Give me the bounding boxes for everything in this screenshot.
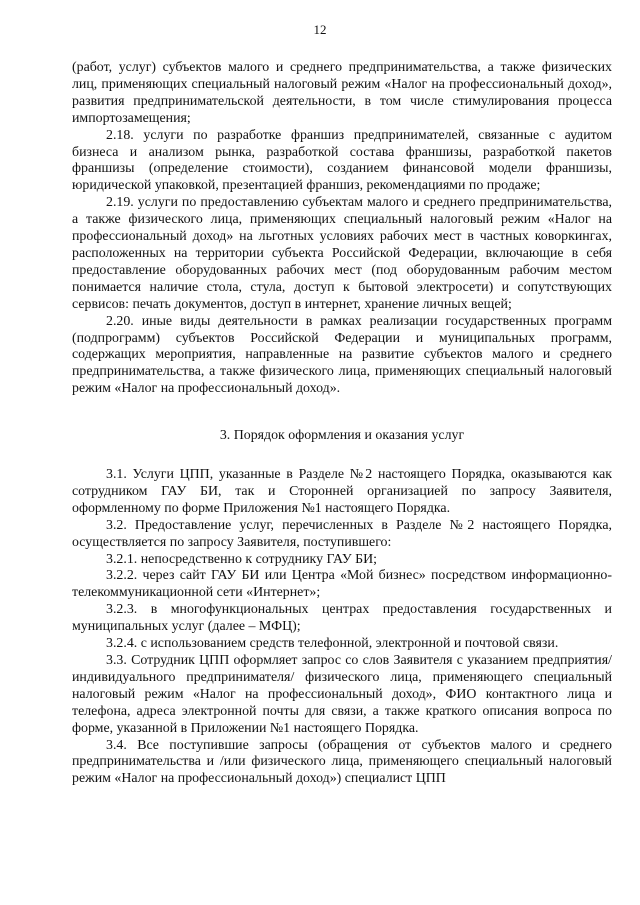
paragraph-3-2-3: 3.2.3. в многофункциональных центрах предоставления государственных и муниципальных услуг (далее – МФЦ); bbox=[72, 602, 612, 635]
paragraph-3-3: 3.3. Сотрудник ЦПП оформляет запрос со слов Заявителя с указанием предприятия/индивидуального предпринимателя/ физического лица, применяющего специальный налоговый режим «Налог на профессиональный доход», ФИО контактного лица и телефона, адреса электронной почты для связи, а также краткого описания вопроса по форме, указанной в Приложении №1 настоящего Порядка. bbox=[72, 653, 612, 736]
paragraph-2-17-continued: (работ, услуг) субъектов малого и среднего предпринимательства, а также физических лиц, применяющих специальный налоговый режим «Налог на профессиональный доход», развития предпринимательской деятельности, в том числе стимулирования процесса импортозамещения; bbox=[72, 60, 612, 126]
paragraphs-section-3 bbox=[72, 467, 612, 788]
document-body bbox=[72, 60, 612, 788]
paragraph-3-2: 3.2. Предоставление услуг, перечисленных в Разделе №2 настоящего Порядка, осуществляется по запросу Заявителя, поступившего: bbox=[72, 517, 612, 550]
paragraph-3-2-1: 3.2.1. непосредственно к сотруднику ГАУ БИ; bbox=[106, 551, 378, 567]
paragraph-2-19: 2.19. услуги по предоставлению субъектам малого и среднего предпринимательства, а также физического лица, применяющих специальный налоговый режим «Налог на профессиональный доход» на льготных условиях рабочих мест в частных коворкингах, расположенных на территории субъекта Российской Федерации, включающие в себя предоставление оборудованных рабочих мест (под оборудованным рабочим местом понимается наличие стола, стула, доступ к бытовой электросети) и сопутствующих сервисов: печать документов, доступ в интернет, хранение личных вещей; bbox=[72, 195, 612, 312]
paragraph-2-18: 2.18. услуги по разработке франшиз предпринимателей, связанные с аудитом бизнеса и анализом рынка, разработкой состава франшизы, разработкой пакетов франшизы (определение стоимости), созданием финансовой модели франшизы, юридической упаковкой, презентацией франшиз, рекомендациями по продаже; bbox=[72, 127, 612, 194]
paragraph-3-4: 3.4. Все поступившие запросы (обращения от субъектов малого и среднего предпринимательства и /или физического лица, применяющего специальный налоговый режим «Налог на профессиональный доход») специалист ЦПП bbox=[72, 737, 612, 787]
paragraph-3-2-2: 3.2.2. через сайт ГАУ БИ или Центра «Мой бизнес» посредством информационно-телекоммуникационной сети «Интернет»; bbox=[72, 568, 612, 601]
paragraphs-section-2 bbox=[72, 60, 612, 398]
paragraph-2-20: 2.20. иные виды деятельности в рамках реализации государственных программ (подпрограмм) субъектов Российской Федерации и муниципальных программ, содержащих мероприятия, направленные на развитие субъектов малого и среднего предпринимательства, а также физического лица, применяющих специальный налоговый режим «Налог на профессиональный доход». bbox=[72, 313, 612, 397]
paragraph-3-1: 3.1. Услуги ЦПП, указанные в Разделе №2 настоящего Порядка, оказываются как сотрудником ГАУ БИ, так и Сторонней организацией по запросу Заявителя, оформленному по форме Приложения №1 настоящего Порядка. bbox=[72, 467, 612, 516]
paragraph-3-2-4: 3.2.4. с использованием средств телефонной, электронной и почтовой связи. bbox=[106, 636, 559, 652]
section-heading: 3. Порядок оформления и оказания услуг bbox=[219, 428, 465, 444]
page-number: 12 bbox=[313, 22, 327, 37]
